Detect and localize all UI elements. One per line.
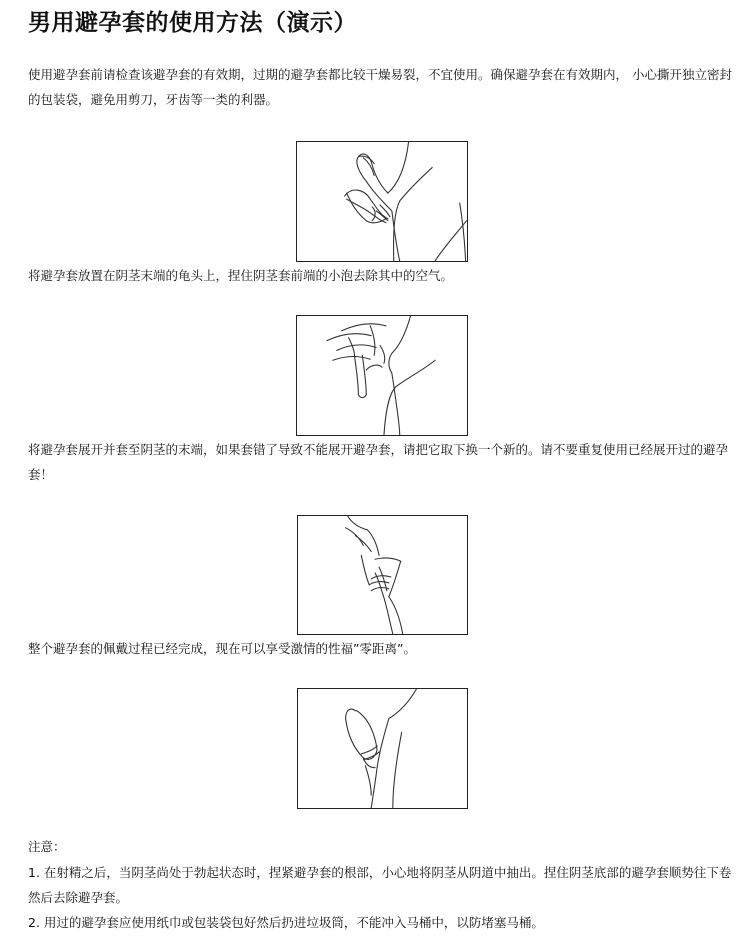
notes-heading: 注意：	[28, 839, 66, 854]
line-drawing	[297, 316, 467, 435]
note-item-2: 2. 用过的避孕套应使用纸巾或包装袋包好然后扔进垃圾筒，不能冲入马桶中，以防堵塞马桶。	[28, 915, 544, 930]
illustration-unrolling-condom	[296, 315, 468, 436]
line-drawing	[297, 142, 467, 261]
illustration-condom-fully-unrolled	[297, 515, 468, 635]
intro-paragraph: 使用避孕套前请检查该避孕套的有效期，过期的避孕套都比较干燥易裂，不宜使用。确保避孕套在有效期内， 小心撕开独立密封的包装袋，避免用剪刀，牙齿等一类的利器。	[28, 67, 732, 107]
step-2-caption: 将避孕套展开并套至阴茎的末端，如果套错了导致不能展开避孕套，请把它取下换一个新的。请不要重复使用已经展开过的避孕套！	[28, 442, 729, 482]
step-3-caption: 整个避孕套的佩戴过程已经完成，现在可以享受激情的性福”零距离”。	[28, 641, 416, 656]
note-item-1: 1. 在射精之后，当阴茎尚处于勃起状态时，捏紧避孕套的根部，小心地将阴茎从阴道中抽出。捏住阴茎底部的避孕套顺势往下卷然后去除避孕套。	[28, 865, 732, 905]
line-drawing	[298, 516, 467, 634]
line-drawing	[298, 689, 467, 808]
page-title: 男用避孕套的使用方法（演示）	[28, 10, 357, 36]
illustration-condom-on-tip	[296, 141, 468, 262]
illustration-condom-worn	[297, 688, 468, 809]
step-1-caption: 将避孕套放置在阴茎末端的龟头上，捏住阴茎套前端的小泡去除其中的空气。	[28, 268, 454, 283]
